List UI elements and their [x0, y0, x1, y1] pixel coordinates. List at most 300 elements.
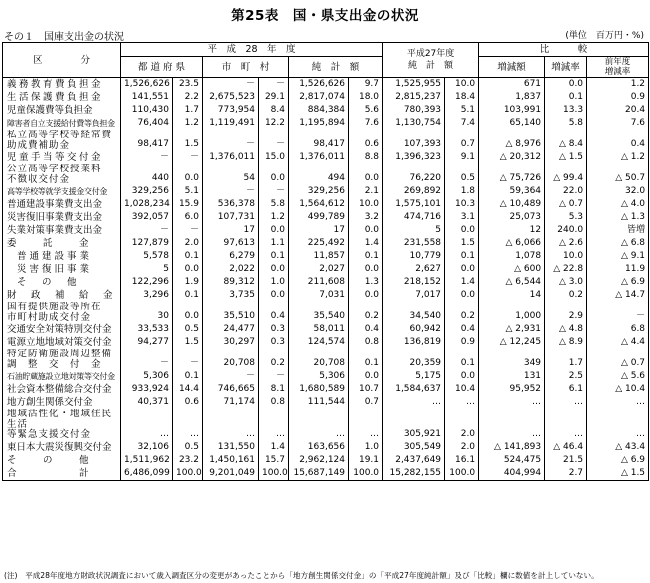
- cell-rate: 1.7: [545, 349, 587, 370]
- cell-rate: △ 3.0: [545, 276, 587, 289]
- row-label: 公立高等学校授業料 不徴収交付金: [3, 164, 121, 185]
- cell-pref-pct: 5.1: [173, 185, 203, 198]
- cell-y27: 474,716: [383, 211, 445, 224]
- cell-muni: …: [203, 409, 259, 441]
- cell-total: 98,417: [289, 130, 349, 151]
- cell-muni-pct: 1.2: [259, 211, 289, 224]
- cell-muni: 746,665: [203, 383, 259, 396]
- cell-total-pct: 0.1: [349, 349, 383, 370]
- cell-total: 20,708: [289, 349, 349, 370]
- cell-y27: 780,393: [383, 104, 445, 117]
- cell-total-pct: 8.8: [349, 151, 383, 164]
- cell-prev: △ 50.7: [587, 164, 649, 185]
- cell-rate: 0.2: [545, 289, 587, 302]
- cell-muni-pct: 15.0: [259, 151, 289, 164]
- cell-total-pct: 0.0: [349, 263, 383, 276]
- cell-y27-pct: 2.0: [445, 409, 479, 441]
- row-label: 児童手当等交付金: [3, 151, 121, 164]
- cell-muni: 773,954: [203, 104, 259, 117]
- cell-y27: 10,779: [383, 250, 445, 263]
- cell-rate: △ 22.8: [545, 263, 587, 276]
- cell-total: …: [289, 409, 349, 441]
- row-label: 失業対策事業費支出金: [3, 224, 121, 237]
- cell-total: 211,608: [289, 276, 349, 289]
- cell-muni: 54: [203, 164, 259, 185]
- cell-pref: 127,879: [121, 237, 173, 250]
- cell-y27-pct: 0.4: [445, 323, 479, 336]
- cell-muni: 89,312: [203, 276, 259, 289]
- cell-total: 225,492: [289, 237, 349, 250]
- cell-total: 17: [289, 224, 349, 237]
- cell-muni: 107,731: [203, 211, 259, 224]
- cell-prev: △ 6.8: [587, 237, 649, 250]
- cell-pref-pct: 0.1: [173, 289, 203, 302]
- cell-total: 124,574: [289, 336, 349, 349]
- cell-diff: △ 12,245: [479, 336, 545, 349]
- cell-pref-pct: 23.5: [173, 78, 203, 92]
- cell-y27-pct: 1.4: [445, 276, 479, 289]
- header-year27: 平成27年度 純 計 額: [383, 43, 479, 78]
- cell-prev: △ 1.3: [587, 211, 649, 224]
- cell-total: 329,256: [289, 185, 349, 198]
- cell-prev: △ 0.7: [587, 349, 649, 370]
- cell-muni: 24,477: [203, 323, 259, 336]
- cell-y27: 269,892: [383, 185, 445, 198]
- cell-y27-pct: 7.4: [445, 117, 479, 130]
- cell-y27-pct: 10.4: [445, 383, 479, 396]
- table-row: [3, 104, 649, 117]
- cell-total: 2,027: [289, 263, 349, 276]
- cell-total: 15,687,149: [289, 467, 349, 481]
- cell-rate: 10.0: [545, 250, 587, 263]
- cell-pref: 329,256: [121, 185, 173, 198]
- cell-diff: △ 8,976: [479, 130, 545, 151]
- row-label: 災害復旧事業費支出金: [3, 211, 121, 224]
- cell-y27-pct: 0.1: [445, 250, 479, 263]
- footnote: (注) 平成28年度地方財政状況調査において歳入調査区分の変更があったことから「地方創生関係交付金」の「平成27年度純計額」及び「比較」欄に数値を計上していない。: [4, 571, 599, 580]
- cell-muni-pct: 0.4: [259, 302, 289, 323]
- cell-muni: 6,279: [203, 250, 259, 263]
- cell-total: 2,962,124: [289, 454, 349, 467]
- cell-muni-pct: 0.0: [259, 224, 289, 237]
- cell-pref-pct: 1.5: [173, 336, 203, 349]
- row-label: 義務教育費負担金: [3, 78, 121, 92]
- cell-muni-pct: 0.0: [259, 263, 289, 276]
- cell-pref: 6,486,099: [121, 467, 173, 481]
- cell-pref: 3,296: [121, 289, 173, 302]
- cell-diff: 95,952: [479, 383, 545, 396]
- cell-muni: －: [203, 370, 259, 383]
- cell-muni-pct: 1.1: [259, 237, 289, 250]
- cell-pref-pct: 1.5: [173, 130, 203, 151]
- cell-total-pct: 0.0: [349, 224, 383, 237]
- header-diff: 増減額: [479, 57, 545, 78]
- cell-y27-pct: 10.0: [445, 78, 479, 92]
- cell-y27: 305,549: [383, 441, 445, 454]
- cell-total-pct: 1.0: [349, 441, 383, 454]
- cell-total-pct: 0.6: [349, 130, 383, 151]
- cell-y27-pct: 2.0: [445, 441, 479, 454]
- cell-pref: －: [121, 349, 173, 370]
- cell-total: 499,789: [289, 211, 349, 224]
- cell-y27-pct: 3.1: [445, 211, 479, 224]
- cell-prev: …: [587, 396, 649, 409]
- cell-y27-pct: 18.4: [445, 91, 479, 104]
- cell-muni: －: [203, 78, 259, 92]
- row-label: 石油貯蔵施設立地対策等交付金: [3, 370, 121, 383]
- cell-y27: 305,921: [383, 409, 445, 441]
- cell-muni: 131,550: [203, 441, 259, 454]
- row-label: 合 計: [3, 467, 121, 481]
- table-row: [3, 323, 649, 336]
- cell-total: 5,306: [289, 370, 349, 383]
- cell-rate: △ 4.8: [545, 323, 587, 336]
- cell-y27: 1,396,323: [383, 151, 445, 164]
- cell-pref-pct: 0.6: [173, 396, 203, 409]
- cell-y27: 76,220: [383, 164, 445, 185]
- cell-prev: 7.6: [587, 117, 649, 130]
- cell-rate: △ 2.6: [545, 237, 587, 250]
- cell-rate: △ 8.4: [545, 130, 587, 151]
- cell-pref-pct: 1.7: [173, 104, 203, 117]
- cell-total-pct: 0.4: [349, 323, 383, 336]
- cell-pref: 1,028,234: [121, 198, 173, 211]
- table-row: [3, 263, 649, 276]
- row-label: 委 託 金: [3, 237, 121, 250]
- cell-total-pct: 0.0: [349, 370, 383, 383]
- cell-y27-pct: 1.5: [445, 237, 479, 250]
- cell-diff: …: [479, 396, 545, 409]
- cell-diff: 65,140: [479, 117, 545, 130]
- cell-pref: 5,578: [121, 250, 173, 263]
- cell-y27: 20,359: [383, 349, 445, 370]
- header-compare: 比 較: [479, 43, 649, 57]
- cell-y27-pct: 5.1: [445, 104, 479, 117]
- cell-pref: 40,371: [121, 396, 173, 409]
- header-muni: 市 町 村: [203, 57, 289, 78]
- cell-diff: 524,475: [479, 454, 545, 467]
- cell-pref: －: [121, 151, 173, 164]
- cell-muni-pct: 0.3: [259, 323, 289, 336]
- cell-pref: 94,277: [121, 336, 173, 349]
- table-row: [3, 151, 649, 164]
- row-label: 生活保護費負担金: [3, 91, 121, 104]
- cell-y27: 5,175: [383, 370, 445, 383]
- table-row: [3, 198, 649, 211]
- cell-total: 111,544: [289, 396, 349, 409]
- cell-pref: 5: [121, 263, 173, 276]
- header-rate: 増減率: [545, 57, 587, 78]
- cell-diff: 59,364: [479, 185, 545, 198]
- cell-y27: 218,152: [383, 276, 445, 289]
- cell-muni-pct: 0.1: [259, 250, 289, 263]
- cell-diff: △ 2,931: [479, 323, 545, 336]
- cell-pref-pct: 0.5: [173, 441, 203, 454]
- cell-rate: 2.7: [545, 467, 587, 481]
- cell-rate: 22.0: [545, 185, 587, 198]
- cell-muni-pct: －: [259, 370, 289, 383]
- cell-rate: 2.9: [545, 302, 587, 323]
- cell-diff: △ 141,893: [479, 441, 545, 454]
- cell-pref: 30: [121, 302, 173, 323]
- table-row: [3, 185, 649, 198]
- cell-pref: 32,106: [121, 441, 173, 454]
- table-row: [3, 224, 649, 237]
- cell-muni: 1,119,491: [203, 117, 259, 130]
- cell-total-pct: 0.8: [349, 336, 383, 349]
- cell-total: 1,195,894: [289, 117, 349, 130]
- cell-total-pct: 0.2: [349, 302, 383, 323]
- cell-prev: △ 6.9: [587, 454, 649, 467]
- row-label: 国有提供施設等所在 市町村助成交付金: [3, 302, 121, 323]
- cell-muni-pct: 5.8: [259, 198, 289, 211]
- table-row: [3, 91, 649, 104]
- cell-muni: 35,510: [203, 302, 259, 323]
- cell-prev: △ 14.7: [587, 289, 649, 302]
- cell-total-pct: 2.1: [349, 185, 383, 198]
- row-label: 私立高等学校等経常費 助成費補助金: [3, 130, 121, 151]
- table-row: [3, 78, 649, 92]
- cell-y27: 231,558: [383, 237, 445, 250]
- cell-muni-pct: 1.4: [259, 441, 289, 454]
- cell-pref-pct: 0.1: [173, 370, 203, 383]
- cell-prev: 32.0: [587, 185, 649, 198]
- cell-muni: 20,708: [203, 349, 259, 370]
- cell-prev: △ 4.4: [587, 336, 649, 349]
- row-label: 普通建設事業費支出金: [3, 198, 121, 211]
- cell-diff: 349: [479, 349, 545, 370]
- table-row: [3, 130, 649, 151]
- cell-y27: 1,584,637: [383, 383, 445, 396]
- cell-y27: 60,942: [383, 323, 445, 336]
- cell-pref-pct: 0.0: [173, 263, 203, 276]
- cell-y27: 34,540: [383, 302, 445, 323]
- cell-muni-pct: 29.1: [259, 91, 289, 104]
- header-pref: 都 道 府 県: [121, 57, 203, 78]
- cell-y27-pct: 0.0: [445, 224, 479, 237]
- header-prev-rate: 前年度 増減率: [587, 57, 649, 78]
- cell-rate: △ 46.4: [545, 441, 587, 454]
- cell-muni-pct: …: [259, 409, 289, 441]
- cell-muni: 9,201,049: [203, 467, 259, 481]
- cell-y27-pct: 0.1: [445, 349, 479, 370]
- cell-muni: 2,675,523: [203, 91, 259, 104]
- cell-prev: 11.9: [587, 263, 649, 276]
- cell-rate: △ 99.4: [545, 164, 587, 185]
- cell-diff: 14: [479, 289, 545, 302]
- row-label: 東日本大震災復興交付金: [3, 441, 121, 454]
- cell-y27: 1,575,101: [383, 198, 445, 211]
- cell-y27-pct: 10.3: [445, 198, 479, 211]
- cell-y27-pct: 1.8: [445, 185, 479, 198]
- cell-pref: 1,526,626: [121, 78, 173, 92]
- cell-muni-pct: －: [259, 78, 289, 92]
- header-total: 純 計 額: [289, 57, 383, 78]
- row-label: 高等学校等就学支援金交付金: [3, 185, 121, 198]
- cell-total: 1,564,612: [289, 198, 349, 211]
- cell-y27-pct: 0.0: [445, 289, 479, 302]
- cell-y27: 7,017: [383, 289, 445, 302]
- cell-prev: 20.4: [587, 104, 649, 117]
- cell-prev: △ 1.2: [587, 151, 649, 164]
- cell-pref-pct: 14.4: [173, 383, 203, 396]
- row-label: 交通安全対策特別交付金: [3, 323, 121, 336]
- cell-rate: 21.5: [545, 454, 587, 467]
- cell-muni-pct: 8.1: [259, 383, 289, 396]
- cell-pref: 5,306: [121, 370, 173, 383]
- cell-pref-pct: 1.9: [173, 276, 203, 289]
- cell-total: 7,031: [289, 289, 349, 302]
- row-label: 児童保護費等負担金: [3, 104, 121, 117]
- row-label: 障害者自立支援給付費等負担金: [3, 117, 121, 130]
- cell-pref-pct: 15.9: [173, 198, 203, 211]
- cell-total: 58,011: [289, 323, 349, 336]
- cell-pref: 33,533: [121, 323, 173, 336]
- table-row: [3, 276, 649, 289]
- cell-diff: 1,078: [479, 250, 545, 263]
- cell-pref: 141,551: [121, 91, 173, 104]
- cell-pref: 110,430: [121, 104, 173, 117]
- table-row: [3, 396, 649, 409]
- cell-rate: 2.5: [545, 370, 587, 383]
- table-row: [3, 117, 649, 130]
- cell-y27: 136,819: [383, 336, 445, 349]
- cell-muni-pct: 0.8: [259, 396, 289, 409]
- cell-diff: △ 600: [479, 263, 545, 276]
- cell-rate: 6.1: [545, 383, 587, 396]
- cell-total-pct: 3.2: [349, 211, 383, 224]
- cell-prev: △ 5.6: [587, 370, 649, 383]
- table-subtitle: その１ 国庫支出金の状況: [4, 32, 124, 43]
- cell-total: 884,384: [289, 104, 349, 117]
- cell-pref: 98,417: [121, 130, 173, 151]
- cell-y27-pct: 16.1: [445, 454, 479, 467]
- cell-prev: △ 10.4: [587, 383, 649, 396]
- cell-prev: 皆増: [587, 224, 649, 237]
- cell-y27: 1,525,955: [383, 78, 445, 92]
- cell-total-pct: 18.0: [349, 91, 383, 104]
- table-row: [3, 409, 649, 441]
- table-row: [3, 164, 649, 185]
- cell-diff: △ 6,544: [479, 276, 545, 289]
- cell-pref-pct: －: [173, 224, 203, 237]
- cell-total: 1,376,011: [289, 151, 349, 164]
- cell-rate: 13.3: [545, 104, 587, 117]
- cell-muni: 3,735: [203, 289, 259, 302]
- cell-pref-pct: －: [173, 151, 203, 164]
- row-label: そ の 他: [3, 276, 121, 289]
- cell-diff: △ 6,066: [479, 237, 545, 250]
- table-row: [3, 349, 649, 370]
- row-label: 普通建設事業: [3, 250, 121, 263]
- table-row: [3, 336, 649, 349]
- cell-muni-pct: 12.2: [259, 117, 289, 130]
- cell-pref-pct: 6.0: [173, 211, 203, 224]
- cell-prev: 0.4: [587, 130, 649, 151]
- cell-pref-pct: 2.2: [173, 91, 203, 104]
- cell-diff: 404,994: [479, 467, 545, 481]
- cell-y27: 1,130,754: [383, 117, 445, 130]
- cell-total-pct: …: [349, 409, 383, 441]
- cell-diff: 12: [479, 224, 545, 237]
- cell-muni-pct: 0.2: [259, 349, 289, 370]
- cell-y27: 2,815,237: [383, 91, 445, 104]
- cell-total-pct: 0.7: [349, 396, 383, 409]
- cell-total-pct: 1.4: [349, 237, 383, 250]
- cell-total: 163,656: [289, 441, 349, 454]
- table-row: [3, 211, 649, 224]
- cell-muni-pct: 0.0: [259, 164, 289, 185]
- cell-diff: 1,000: [479, 302, 545, 323]
- cell-prev: △ 9.1: [587, 250, 649, 263]
- cell-y27-pct: 0.2: [445, 302, 479, 323]
- cell-muni: －: [203, 130, 259, 151]
- cell-pref: 392,057: [121, 211, 173, 224]
- cell-diff: 1,837: [479, 91, 545, 104]
- cell-pref: －: [121, 224, 173, 237]
- cell-muni: 1,376,011: [203, 151, 259, 164]
- cell-prev: 1.2: [587, 78, 649, 92]
- cell-total-pct: 10.7: [349, 383, 383, 396]
- header-category: 区 分: [3, 43, 121, 78]
- cell-prev: 6.8: [587, 323, 649, 336]
- cell-diff: 671: [479, 78, 545, 92]
- table-row: [3, 250, 649, 263]
- cell-total: 2,817,074: [289, 91, 349, 104]
- table-row: [3, 289, 649, 302]
- cell-pref: 122,296: [121, 276, 173, 289]
- cell-prev: △ 43.4: [587, 441, 649, 454]
- header-year28: 平 成 28 年 度: [121, 43, 383, 57]
- table-row: [3, 302, 649, 323]
- cell-total: 1,526,626: [289, 78, 349, 92]
- cell-pref-pct: 0.1: [173, 250, 203, 263]
- table-row: [3, 441, 649, 454]
- cell-rate: △ 0.7: [545, 198, 587, 211]
- row-label: 社会資本整備総合交付金: [3, 383, 121, 396]
- cell-diff: △ 20,312: [479, 151, 545, 164]
- cell-diff: △ 75,726: [479, 164, 545, 185]
- cell-y27-pct: …: [445, 396, 479, 409]
- cell-y27: …: [383, 396, 445, 409]
- cell-pref: 440: [121, 164, 173, 185]
- cell-total: 494: [289, 164, 349, 185]
- cell-pref-pct: 1.2: [173, 117, 203, 130]
- row-label: 災害復旧事業: [3, 263, 121, 276]
- cell-rate: 240.0: [545, 224, 587, 237]
- table-row: [3, 237, 649, 250]
- cell-total-pct: 7.6: [349, 117, 383, 130]
- cell-pref-pct: 0.0: [173, 302, 203, 323]
- cell-total-pct: 9.7: [349, 78, 383, 92]
- cell-muni: 17: [203, 224, 259, 237]
- cell-rate: 0.0: [545, 78, 587, 92]
- cell-diff: 131: [479, 370, 545, 383]
- cell-rate: …: [545, 409, 587, 441]
- page-title: 第25表 国・県支出金の状況: [231, 8, 419, 24]
- cell-total-pct: 0.1: [349, 250, 383, 263]
- expenditure-table: [2, 42, 649, 481]
- unit-label: (単位 百万円・%): [565, 31, 644, 41]
- cell-y27: 2,437,649: [383, 454, 445, 467]
- cell-muni-pct: －: [259, 130, 289, 151]
- cell-y27-pct: 9.1: [445, 151, 479, 164]
- cell-y27-pct: 0.0: [445, 263, 479, 276]
- cell-y27: 107,393: [383, 130, 445, 151]
- cell-total: 1,680,589: [289, 383, 349, 396]
- table-row: [3, 383, 649, 396]
- cell-muni-pct: 100.0: [259, 467, 289, 481]
